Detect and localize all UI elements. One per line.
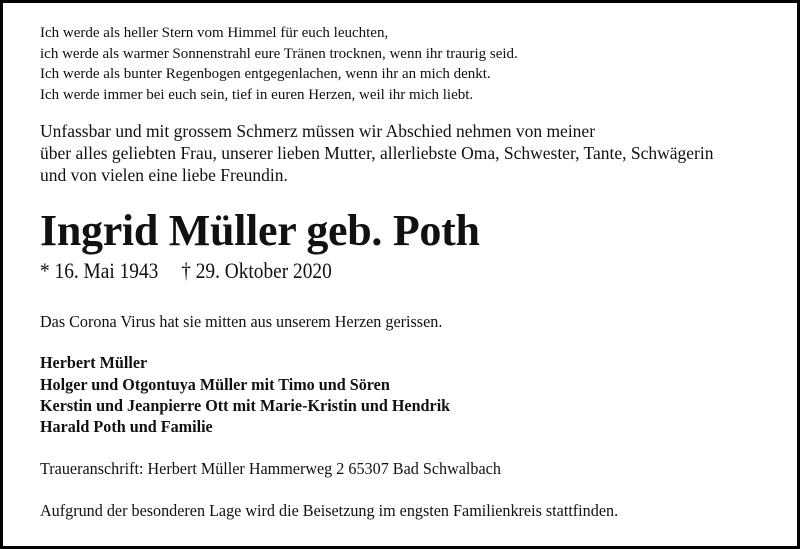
intro-line: Unfassbar und mit grossem Schmerz müssen wir Abschied nehmen von meiner (40, 121, 596, 141)
intro-line: über alles geliebten Frau, unserer lieben Mutter, allerliebste Oma, Schwester, Tante, Schwägerin (40, 143, 714, 163)
mourner: Kerstin und Jeanpierre Ott mit Marie-Kristin und Hendrik (40, 396, 451, 415)
deceased-name: Ingrid Müller geb. Poth (40, 206, 480, 255)
obituary-notice (3, 3, 797, 546)
mourner: Holger und Otgontuya Müller mit Timo und Sören (40, 375, 390, 394)
poem-line: Ich werde als heller Stern vom Himmel für euch leuchten, (40, 25, 389, 41)
mourner: Harald Poth und Familie (40, 417, 213, 436)
cause-text: Das Corona Virus hat sie mitten aus unserem Herzen gerissen. (40, 312, 443, 331)
poem-line: ich werde als warmer Sonnenstrahl eure Tränen trocknen, wenn ihr traurig seid. (40, 46, 518, 62)
life-dates (40, 258, 332, 284)
poem-line: Ich werde als bunter Regenbogen entgegenlachen, wenn ihr an mich denkt. (40, 66, 491, 82)
poem-line: Ich werde immer bei euch sein, tief in euren Herzen, weil ihr mich liebt. (40, 87, 474, 103)
funeral-note: Aufgrund der besonderen Lage wird die Beisetzung im engsten Familienkreis stattfinden. (40, 501, 619, 520)
mourner: Herbert Müller (40, 353, 148, 372)
birth-date: * 16. Mai 1943 (40, 258, 159, 283)
mourning-address: Traueranschrift: Herbert Müller Hammerweg 2 65307 Bad Schwalbach (40, 459, 501, 478)
death-date: † 29. Oktober 2020 (181, 258, 332, 283)
intro-line: und von vielen eine liebe Freundin. (40, 165, 288, 185)
